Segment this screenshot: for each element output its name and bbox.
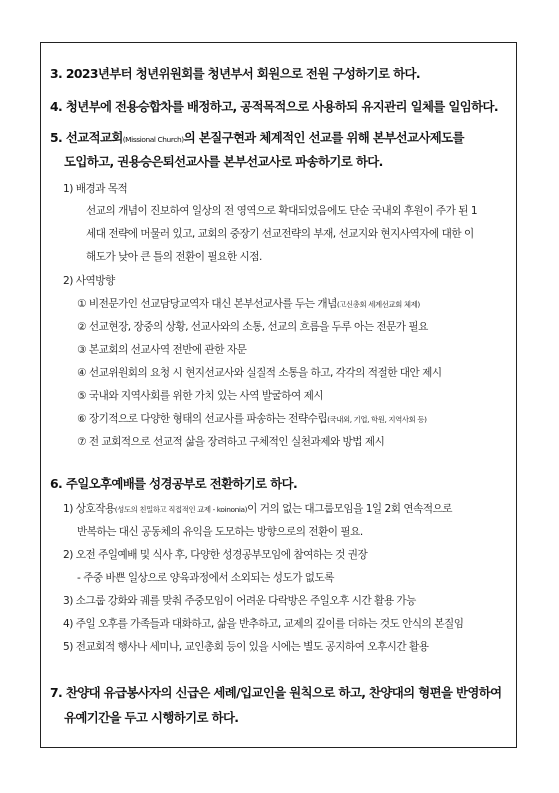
section-background-title: 1) 배경과 목적	[63, 183, 128, 195]
direction-3: ③ 본교회의 선교사역 전반에 관한 자문	[77, 344, 247, 356]
item-5-prefix: 5. 선교적교회	[50, 130, 123, 145]
item-5-rest: 의 본질구현과 체계적인 선교를 위해 본부선교사제도를	[183, 130, 464, 145]
item-6-point-1-line-2: 반복하는 대신 공동체의 유익을 도모하는 방향으로의 전환이 필요.	[77, 526, 363, 538]
direction-6	[77, 411, 427, 426]
direction-6-note: (국내외, 기업, 학원, 지역사회 등)	[327, 415, 427, 424]
item-5-line-2: 도입하고, 권용승은퇴선교사를 본부선교사로 파송하기로 하다.	[64, 154, 383, 169]
direction-6-text: ⑥ 장기적으로 다양한 형태의 선교사를 파송하는 전략수립	[77, 413, 328, 425]
background-line-2: 세대 전략에 머물러 있고, 교회의 중장기 선교전략의 부재, 선교지와 현지사역자에 대한 이	[86, 228, 474, 240]
section-direction-title: 2) 사역방향	[63, 275, 115, 287]
item-4: 4. 청년부에 전용승합차를 배정하고, 공적목적으로 사용하되 유지관리 일체를 일임하다.	[50, 99, 498, 114]
item-6-point-2-sub: - 주중 바쁜 일상으로 양육과정에서 소외되는 성도가 없도록	[77, 572, 334, 584]
direction-2: ② 선교현장, 장중의 상황, 선교사와의 소통, 선교의 흐름을 두루 아는 전문가 필요	[77, 321, 428, 333]
item-5-line-1	[50, 128, 464, 146]
item-3: 3. 2023년부터 청년위원회를 청년부서 회원으로 전원 구성하기로 하다.	[50, 66, 420, 81]
background-line-3: 해도가 낮아 큰 틀의 전환이 필요한 시점.	[86, 251, 262, 263]
direction-5: ⑤ 국내와 지역사회를 위한 가치 있는 사역 발굴하여 제시	[77, 390, 324, 402]
direction-4: ④ 선교위원회의 요청 시 현지선교사와 실질적 소통을 하고, 각각의 적절한 대안 제시	[77, 367, 442, 379]
item-6-point-1	[63, 501, 452, 516]
item-6-point-5: 5) 전교회적 행사나 세미나, 교인총회 등이 있을 시에는 별도 공지하여 오후시간 활용	[63, 641, 429, 653]
background-line-1: 선교의 개념이 진보하여 일상의 전 영역으로 확대되었음에도 단순 국내외 후원이 주가 된 1	[86, 205, 478, 217]
item-6-point-1-prefix: 1) 상호작용	[63, 503, 115, 515]
missional-church-note: (Missional Church)	[122, 135, 184, 144]
koinonia-note: (성도의 친밀하고 직접적인 교제 - koinonia)	[114, 505, 248, 514]
item-7-line-2: 유예기간을 두고 시행하기로 하다.	[64, 710, 239, 725]
item-7-line-1: 7. 찬양대 유급봉사자의 신급은 세례/입교인을 원칙으로 하고, 찬양대의 형편을 반영하여	[50, 685, 502, 700]
item-6-point-3: 3) 소그룹 강화와 궤를 맞춰 주중모임이 어려운 다락방은 주일오후 시간 활용 가능	[63, 595, 416, 607]
item-6-title: 6. 주일오후예배를 성경공부로 전환하기로 하다.	[50, 476, 298, 491]
direction-1-text: ① 비전문가인 선교담당교역자 대신 본부선교사를 두는 개념	[77, 298, 337, 310]
direction-7: ⑦ 전 교회적으로 선교적 삶을 장려하고 구체적인 실천과제와 방법 제시	[77, 436, 385, 448]
item-6-point-1-rest: 이 거의 없는 대그룹모임을 1일 2회 연속적으로	[247, 503, 453, 515]
direction-1	[77, 296, 420, 311]
direction-1-note: (고신총회 세계선교회 체제)	[336, 300, 420, 309]
item-6-point-4: 4) 주일 오후를 가족들과 대화하고, 삶을 반추하고, 교제의 깊이를 더하는 것도 안식의 본질임	[63, 618, 464, 630]
item-6-point-2: 2) 오전 주일예배 및 식사 후, 다양한 성경공부모임에 참여하는 것 권장	[63, 549, 368, 561]
